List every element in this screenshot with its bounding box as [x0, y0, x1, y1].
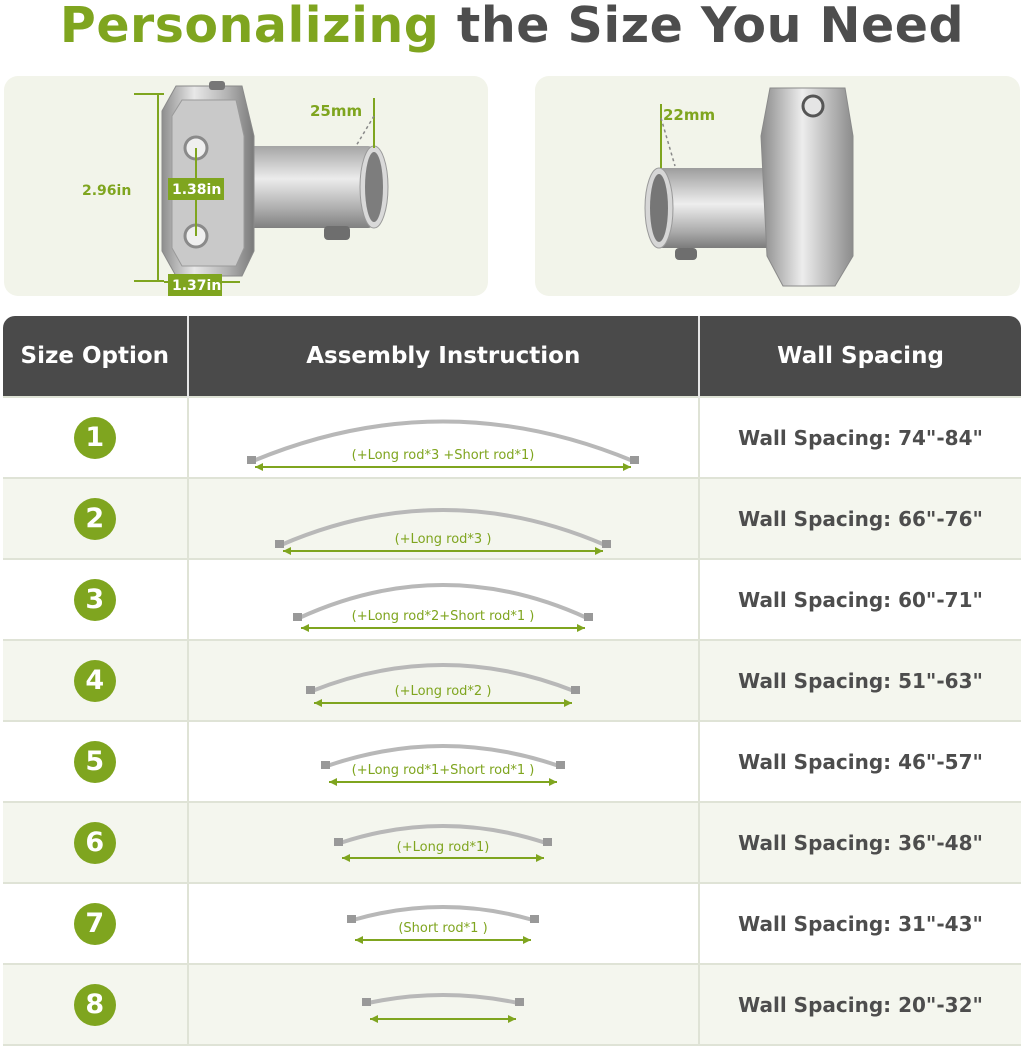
- table-row: [3, 964, 1021, 1045]
- header-size-option: Size Option: [3, 316, 188, 397]
- table-row: [3, 640, 1021, 721]
- table-row: [3, 721, 1021, 802]
- assembly-diagram: [188, 964, 700, 1045]
- assembly-diagram: [188, 397, 700, 478]
- header-assembly-instruction: Assembly Instruction: [188, 316, 700, 397]
- wall-spacing-value: Wall Spacing: 51"-63": [738, 668, 983, 693]
- size-options-table: [3, 316, 1021, 1046]
- assembly-label: (+Long rod*1): [396, 840, 490, 855]
- table-row: [3, 802, 1021, 883]
- table-row: [3, 883, 1021, 964]
- bracket-side-illustration: [535, 76, 1020, 296]
- right-diameter-dim: 22mm: [663, 106, 716, 124]
- assembly-label: (+Long rod*3 ): [394, 532, 492, 547]
- bracket-front-view: [4, 76, 488, 296]
- left-diameter-dim: 25mm: [310, 102, 363, 120]
- wall-spacing-value: Wall Spacing: 31"-43": [738, 911, 983, 936]
- option-badge: 8: [74, 984, 116, 1026]
- assembly-diagram: [188, 559, 700, 640]
- bracket-front-illustration: [4, 76, 488, 296]
- assembly-diagram: [188, 802, 700, 883]
- option-badge: 7: [74, 903, 116, 945]
- assembly-label: (+Long rod*3 +Short rod*1): [351, 448, 535, 463]
- wall-spacing-value: Wall Spacing: 60"-71": [738, 587, 983, 612]
- table-row: [3, 397, 1021, 478]
- assembly-diagram: [188, 721, 700, 802]
- option-badge: 3: [74, 579, 116, 621]
- hole-spacing-dim: 1.38in: [172, 182, 222, 198]
- title-highlight: Personalizing: [59, 0, 440, 54]
- option-badge: 4: [74, 660, 116, 702]
- assembly-label: (+Long rod*1+Short rod*1 ): [351, 763, 535, 778]
- option-badge: 2: [74, 498, 116, 540]
- assembly-label: (Short rod*1 ): [398, 921, 488, 936]
- option-badge: 5: [74, 741, 116, 783]
- assembly-label: (+Long rod*2 ): [394, 684, 492, 699]
- wall-spacing-value: Wall Spacing: 66"-76": [738, 506, 983, 531]
- table-header-row: [3, 316, 1021, 397]
- wall-spacing-value: Wall Spacing: 74"-84": [738, 425, 983, 450]
- height-dim: 2.96in: [82, 183, 132, 199]
- option-badge: 6: [74, 822, 116, 864]
- header-wall-spacing: Wall Spacing: [699, 316, 1021, 397]
- option-badge: 1: [74, 417, 116, 459]
- assembly-label: (+Long rod*2+Short rod*1 ): [351, 609, 535, 624]
- wall-spacing-value: Wall Spacing: 46"-57": [738, 749, 983, 774]
- base-width-dim: 1.37in: [172, 278, 222, 294]
- page-title: [0, 0, 1024, 60]
- assembly-diagram: [188, 640, 700, 721]
- assembly-diagram: [188, 883, 700, 964]
- assembly-diagram: [188, 478, 700, 559]
- bracket-side-view: [535, 76, 1020, 296]
- table-row: [3, 559, 1021, 640]
- wall-spacing-value: Wall Spacing: 36"-48": [738, 830, 983, 855]
- wall-spacing-value: Wall Spacing: 20"-32": [738, 992, 983, 1017]
- table-row: [3, 478, 1021, 559]
- title-rest: the Size You Need: [439, 0, 965, 54]
